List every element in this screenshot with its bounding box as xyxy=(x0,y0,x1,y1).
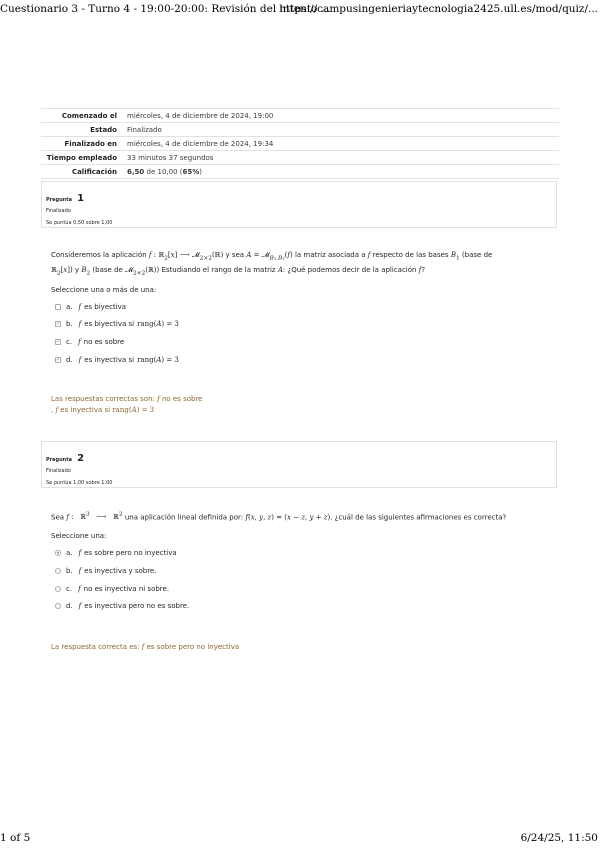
radio-unselected[interactable] xyxy=(55,586,61,592)
grade-value xyxy=(122,165,559,179)
print-datetime: 6/24/25, 11:50 xyxy=(520,832,598,844)
option-text: es inyectiva pero no es sobre. xyxy=(84,602,190,610)
radio-selected[interactable] xyxy=(55,550,61,556)
question-1-prompt: Seleccione una o más de una: xyxy=(51,286,157,294)
feedback-answer: es inyectiva si xyxy=(60,406,111,414)
qtext-part: (base de xyxy=(92,266,123,275)
summary-row xyxy=(41,165,559,179)
answer-option[interactable]: b. f es inyectiva y sobre. xyxy=(55,566,156,576)
feedback-answer: no es sobre xyxy=(161,395,203,403)
question-label: Pregunta xyxy=(46,197,72,203)
qtext-part: ? xyxy=(421,266,426,275)
question-number: 1 xyxy=(77,193,85,204)
option-letter: d. xyxy=(66,602,73,610)
print-page-number: 1 of 5 xyxy=(0,832,31,844)
qtext-part: y sea xyxy=(225,251,245,259)
qtext-part: Sea xyxy=(51,513,65,522)
summary-row xyxy=(41,123,559,137)
option-letter: a. xyxy=(66,549,73,557)
summary-row xyxy=(41,151,559,165)
checkbox-checked[interactable]: ✓ xyxy=(55,357,61,363)
question-grade: Se puntúa 0,50 sobre 1,00 xyxy=(46,220,113,226)
question-2-info xyxy=(41,441,557,488)
qtext-part: una aplicación lineal definida por: xyxy=(124,513,244,522)
question-1-feedback: Las respuestas correctas son: f no es sobre , f es inyectiva si rang(A) = 3 xyxy=(51,395,203,414)
grade-close: ) xyxy=(199,167,202,176)
print-title: Cuestionario 3 - Turno 4 - 19:00-20:00: Revisión del intento ... xyxy=(0,3,331,15)
option-letter: a. xyxy=(66,303,73,311)
qtext-part: . ¿cuál de las siguientes afirmaciones es correcta? xyxy=(330,513,507,522)
grade-of: de 10,00 ( xyxy=(146,167,183,176)
summary-row xyxy=(41,137,559,151)
option-letter: c. xyxy=(66,338,73,346)
answer-option[interactable]: a. f es sobre pero no inyectiva xyxy=(55,548,177,558)
question-2-text: Sea f : ℝ$^3$ ⟶ ℝ$^2$ una aplicación lineal definida por: f(x, y, z) = (x − z, y + z). ¿cuál de las siguientes afirmaciones es correcta? xyxy=(51,512,507,522)
option-text: es biyectiva xyxy=(84,303,127,311)
question-number: 2 xyxy=(77,453,85,464)
question-grade: Se puntúa 1,00 sobre 1,00 xyxy=(46,480,113,486)
summary-value: 33 minutos 37 segundos xyxy=(127,153,214,162)
option-text: es inyectiva y sobre. xyxy=(84,567,157,575)
qtext-part: Consideremos la aplicación xyxy=(51,251,147,259)
option-text: no es sobre xyxy=(83,338,125,346)
feedback-answer: es sobre pero no inyectiva xyxy=(146,643,240,651)
checkbox-checked[interactable]: ✓ xyxy=(55,339,61,345)
summary-label: Comenzado el xyxy=(61,111,117,120)
question-2-prompt: Seleccione una: xyxy=(51,532,107,540)
summary-label: Estado xyxy=(90,125,117,134)
option-text: es sobre pero no inyectiva xyxy=(84,549,177,557)
print-url[interactable]: https://campusingenieriaytecnologia2425.ull.es/mod/quiz/... xyxy=(279,3,598,15)
answer-option[interactable]: d. f es inyectiva pero no es sobre. xyxy=(55,601,189,611)
summary-value: miércoles, 4 de diciembre de 2024, 19:34 xyxy=(127,139,274,148)
attempt-summary-table xyxy=(41,108,559,179)
option-letter: b. xyxy=(66,567,73,575)
qtext-part: ) y xyxy=(69,266,80,275)
checkbox-checked[interactable]: ✓ xyxy=(55,321,61,327)
qtext-part: ) Estudiando el rango de la matriz xyxy=(156,266,276,275)
question-state: Finalizado xyxy=(46,208,71,214)
option-letter: c. xyxy=(66,585,73,593)
question-state: Finalizado xyxy=(46,468,71,474)
question-label: Pregunta xyxy=(46,457,72,463)
summary-value: miércoles, 4 de diciembre de 2024, 19:00 xyxy=(127,111,274,120)
question-2-feedback: La respuesta correcta es: f es sobre pero no inyectiva xyxy=(51,643,240,651)
radio-unselected[interactable] xyxy=(55,568,61,574)
qtext-part: respecto de las bases xyxy=(372,251,449,259)
summary-row xyxy=(41,109,559,123)
grade-percent: 65% xyxy=(182,167,200,176)
option-text: es inyectiva si xyxy=(84,356,135,364)
feedback-text: La respuesta correcta es: xyxy=(51,643,140,651)
answer-option[interactable]: ✓ d. f es inyectiva si rang(A) = 3 xyxy=(55,356,179,364)
option-letter: b. xyxy=(66,320,73,328)
summary-label: Calificación xyxy=(71,167,117,176)
question-1-text: Consideremos la aplicación f : ℝ$_2$[x] ⟶ 𝓜$_{2\times 2}$(ℝ) y sea A = 𝓜$_{B_1,B_2}$(f) la matriz asociada a f respecto de las bases $B_1$ (base de ℝ$_2$[x]) y $B_2$ (base de 𝓜$_{2\times 2}$(ℝ)) Estudiando el rango de la matriz A: ¿Qué podemos decir de la aplicación f? xyxy=(51,251,493,277)
qtext-part: : ¿Qué podemos decir de la aplicación xyxy=(282,266,417,275)
answer-option[interactable]: ✓ c. f no es sobre xyxy=(55,338,125,346)
feedback-text: Las respuestas correctas son: xyxy=(51,395,155,403)
summary-label: Tiempo empleado xyxy=(46,153,117,162)
option-text: es biyectiva si xyxy=(84,320,135,328)
summary-value: Finalizado xyxy=(127,125,162,134)
question-1-info xyxy=(41,181,557,228)
checkbox-unchecked[interactable] xyxy=(55,304,61,310)
answer-option[interactable]: c. f no es inyectiva ni sobre. xyxy=(55,584,169,594)
qtext-part: (base de xyxy=(461,251,493,259)
answer-option[interactable]: a. f es biyectiva xyxy=(55,302,126,312)
option-text: no es inyectiva ni sobre. xyxy=(83,585,170,593)
radio-unselected[interactable] xyxy=(55,603,61,609)
qtext-part: la matriz asociada a xyxy=(294,251,366,259)
grade-score: 6,50 xyxy=(127,167,145,176)
option-letter: d. xyxy=(66,356,73,364)
feedback-separator: , xyxy=(51,406,54,414)
answer-option[interactable]: ✓ b. f es biyectiva si rang(A) = 3 xyxy=(55,320,179,328)
summary-label: Finalizado en xyxy=(64,139,117,148)
